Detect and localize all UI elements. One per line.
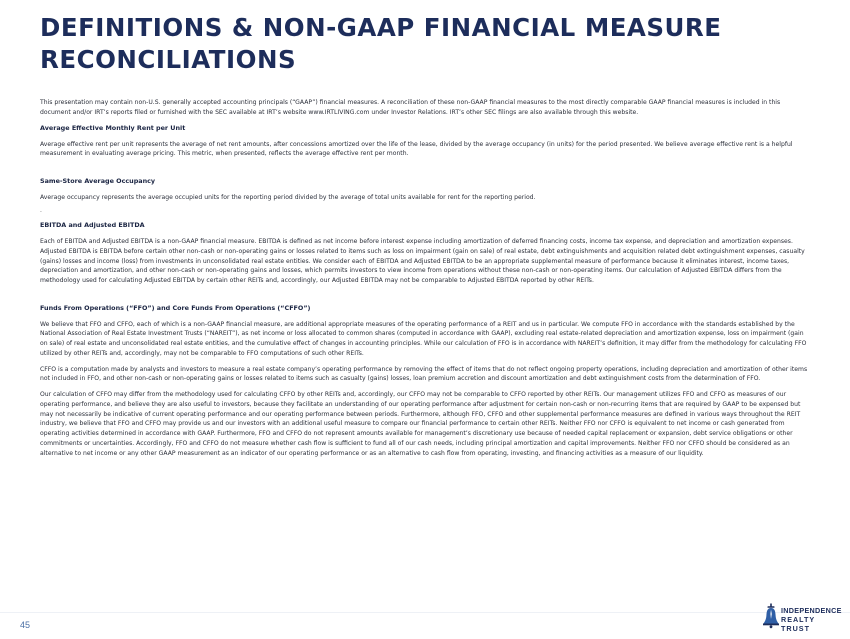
footer-divider	[0, 612, 850, 613]
ebitda-paragraph: Each of EBITDA and Adjusted EBITDA is a non-GAAP financial measure. EBITDA is defined as net income before interest expense including amortization of deferred financing costs, income tax expense, and depreciation and amortization expenses. Adjusted EBITDA is EBITDA before certain other non-cash or non-operating gains or losses related to items such as loss on impairment (gain on sale) of real estate, debt extinguishments and acquisition related debt extinguishment expenses, casualty (gains) losses and income (loss) from investments in unconsolidated real estate entities. We consider each of EBITDA and Adjusted EBITDA to be an appropriate supplemental measure of performance because it eliminates interest, income taxes, depreciation and amortization, and other non-cash or non-operating gains and losses, which permits investors to view income from operations without these non-cash or non-operating items. Our calculation of Adjusted EBITDA differs from the methodology used for calculating Adjusted EBITDA by certain other REITs and, accordingly, our Adjusted EBITDA may not be comparable to Adjusted EBITDA reported by other REITs.	[40, 238, 805, 284]
page-number: 45	[20, 620, 31, 630]
intro-paragraph: This presentation may contain non-U.S. generally accepted accounting principals (“GAAP”) financial measures. A reconciliation of these non-GAAP financial measures to the most directly comparable GAAP financial measures is included in this document and/or IRT’s reports filed or furnished with the SEC available at IRT’s website www.IRTLIVING.com under Investor Relations. IRT’s other SEC filings are also available through this website.	[40, 99, 781, 116]
ffo-heading: Funds From Operations (“FFO”) and Core Funds From Operations (“CFFO”)	[40, 303, 311, 312]
aemr-paragraph: Average effective rent per unit represents the average of net rent amounts, after concessions amortized over the life of the lease, divided by the average occupancy (in units) for the period presented. We believe average effective rent is a helpful measurement in evaluating average pricing. This metric, when presented, reflects the average effective rent per month.	[40, 140, 793, 158]
document-body	[40, 98, 812, 464]
liberty-bell-icon	[762, 603, 780, 629]
logo-line-1: INDEPENDENCE	[781, 606, 842, 615]
page-title: DEFINITIONS & NON-GAAP FINANCIAL MEASURE RECONCILIATIONS	[40, 13, 722, 74]
ffo-paragraph-1: We believe that FFO and CFFO, each of which is a non-GAAP financial measure, are additional appropriate measures of the operating performance of a REIT and us in particular. We compute FFO in accordance with the standards established by the National Association of Real Estate Investment Trusts (“NAREIT”), as net income or loss allocated to common shares (computed in accordance with GAAP), excluding real estate-related depreciation and amortization expense, loss on impairment (gain on sale) of real estate and unconsolidated real estate entities, and the cumulative effect of changes in accounting principles. While our calculation of FFO is in accordance with NAREIT’s definition, it may differ from the methodology for calculating FFO utilized by other REITs and, accordingly, may not be comparable to FFO computations of such other REITs.	[40, 320, 807, 357]
ffo-paragraph-3: Our calculation of CFFO may differ from the methodology used for calculating CFFO by other REITs and, accordingly, our CFFO may not be comparable to CFFO reported by other REITs. Our management utilizes FFO and CFFO as measures of our operating performance, and believe they are also useful to investors, because they facilitate an understanding of our operating performance after adjustment for certain non-cash or non-recurring items that are required by GAAP to be expensed but may not necessarily be indicative of current operating performance and our operating performance between periods. Furthermore, although FFO, CFFO and other supplemental performance measures are defined in various ways throughout the REIT industry, we believe that FFO and CFFO may provide us and our investors with an additional useful measure to compare our financial performance to certain other REITs. Neither FFO nor CFFO is equivalent to net income or cash generated from operating activities determined in accordance with GAAP. Furthermore, FFO and CFFO do not represent amounts available for management’s discretionary use because of needed capital replacement or expansion, debt service obligations or other commitments or uncertainties. Accordingly, FFO and CFFO do not measure whether cash flow is sufficient to fund all of our cash needs, including principal amortization and capital improvements. Neither FFO nor CFFO should be considered as an alternative to net income or any other GAAP measurement as an indicator of our operating performance or as an alternative to cash flow from operating, investing, and financing activities as a measure of our liquidity.	[40, 391, 801, 457]
logo-line-2: REALTY TRUST	[781, 615, 816, 633]
ebitda-heading: EBITDA and Adjusted EBITDA	[40, 221, 145, 230]
logo-text	[781, 606, 846, 633]
aemr-heading: Average Effective Monthly Rent per Unit	[40, 123, 186, 132]
company-logo	[762, 602, 846, 632]
ffo-paragraph-2: CFFO is a computation made by analysts and investors to measure a real estate company’s operating performance by removing the effect of items that do not reflect ongoing property operations, including depreciation and amortization of other items not included in FFO, and other non-cash or non-operating gains or losses related to items such as casualty (gains) losses, loan premium accretion and discount amortization and debt extinguishment costs from the determination of FFO.	[40, 365, 808, 383]
ssao-heading: Same-Store Average Occupancy	[40, 177, 156, 186]
ssao-paragraph: Average occupancy represents the average occupied units for the reporting period divided by the average of total units available for rent for the reporting period.	[40, 194, 536, 202]
stray-bullet: .	[40, 207, 42, 215]
